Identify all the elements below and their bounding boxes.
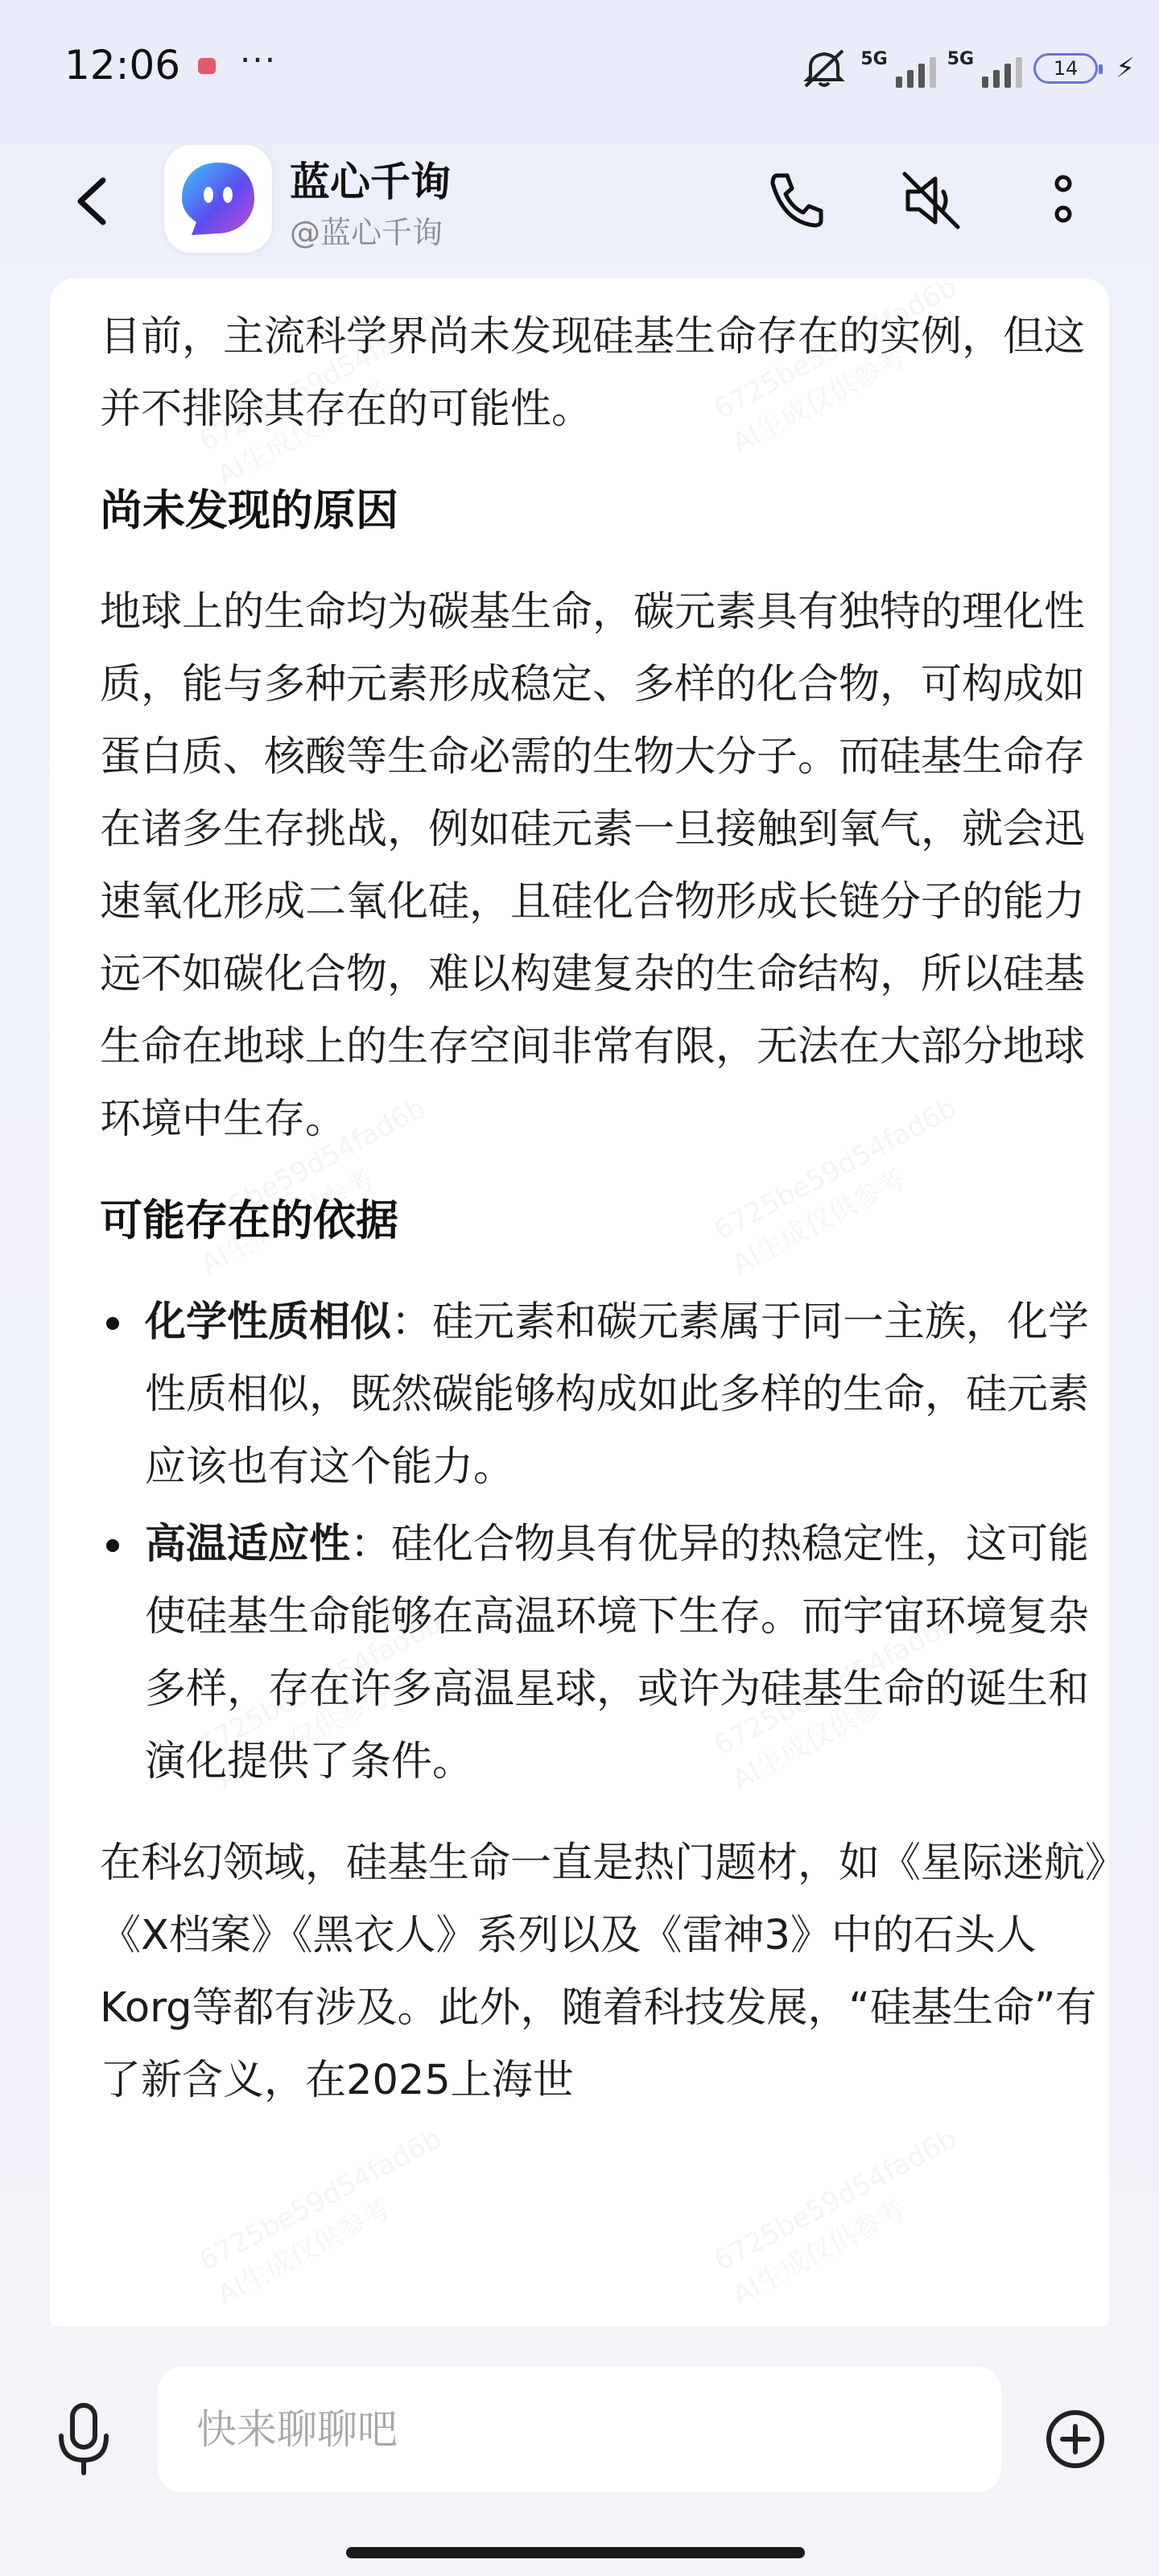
app-notification-icon (198, 58, 216, 74)
section-heading: 可能存在的依据 (100, 1196, 398, 1245)
list-item (100, 1509, 1106, 1798)
network-type-1: 5G (860, 49, 888, 69)
bullet-text: ：硅元素和碳元素属于同一主族，化学性质相似，既然碳能够构成如此多样的生命，硅元素应该也有这个能力。 (145, 1298, 1090, 1491)
microphone-icon[interactable] (52, 2401, 116, 2478)
list-item (100, 1286, 1106, 1504)
message-content (100, 301, 1106, 2146)
avatar[interactable] (164, 145, 272, 253)
more-options-icon[interactable] (1027, 164, 1099, 237)
speaker-muted-icon[interactable] (895, 164, 967, 237)
section-heading: 尚未发现的原因 (100, 486, 398, 535)
bot-name: 蓝心千询 (290, 159, 451, 205)
chat-input[interactable] (158, 2367, 1001, 2492)
watermark (192, 2120, 467, 2314)
bullet-term: 化学性质相似 (145, 1298, 392, 1346)
phone-call-icon[interactable] (760, 164, 832, 237)
body-paragraph: 地球上的生命均为碳基生命，碳元素具有独特的理化性质，能与多种元素形成稳定、多样的化合物，可构成如蛋白质、核酸等生命必需的生物大分子。而硅基生命存在诸多生存挑战，例如硅元素一旦接触到氧气，就会迅速氧化形成二氧化硅，且硅化合物形成长链分子的能力远不如碳化合物，难以构建复杂的生命结构，所以硅基生命在地球上的生存空间非常有限，无法在大部分地球环境中生存。 (100, 588, 1086, 1143)
home-indicator[interactable] (346, 2547, 805, 2558)
intro-paragraph: 目前，主流科学界尚未发现硅基生命存在的实例，但这并不排除其存在的可能性。 (100, 313, 1086, 433)
network-type-2: 5G (947, 49, 975, 69)
bullet-text: ：硅化合物具有优异的热稳定性，这可能使硅基生命能够在高温环境下生存。而宇宙环境复杂多样，存在许多高温星球，或许为硅基生命的诞生和演化提供了条件。 (145, 1521, 1090, 1785)
status-bar (0, 0, 1159, 134)
status-indicators (799, 40, 1135, 97)
battery-level: 14 (1053, 57, 1079, 80)
bullet-term: 高温适应性 (145, 1521, 351, 1568)
bullet-list (100, 1286, 1106, 1798)
bot-handle: @蓝心千询 (290, 215, 443, 250)
watermark (707, 2120, 982, 2314)
status-time: 12:06 (64, 42, 181, 89)
signal-icon (860, 49, 935, 88)
signal-icon (947, 49, 1022, 88)
back-arrow-icon[interactable] (63, 169, 127, 233)
battery-icon (1033, 53, 1098, 84)
bot-avatar-icon (164, 145, 272, 253)
closing-paragraph: 在科幻领域，硅基生命一直是热门题材，如《星际迷航》《X档案》《黑衣人》系列以及《雷神3》中的石头人Korg等都有涉及。此外，随着科技发展，“硅基生命”有了新含义，在2025上海世 (100, 1839, 1106, 2104)
chat-header (0, 137, 1159, 266)
mute-icon (799, 46, 849, 91)
more-notifications-icon: ··· (240, 40, 278, 80)
add-plus-icon[interactable] (1043, 2407, 1107, 2471)
charging-icon: ⚡ (1116, 52, 1135, 85)
message-card (50, 279, 1109, 2339)
input-bar (0, 2326, 1159, 2576)
